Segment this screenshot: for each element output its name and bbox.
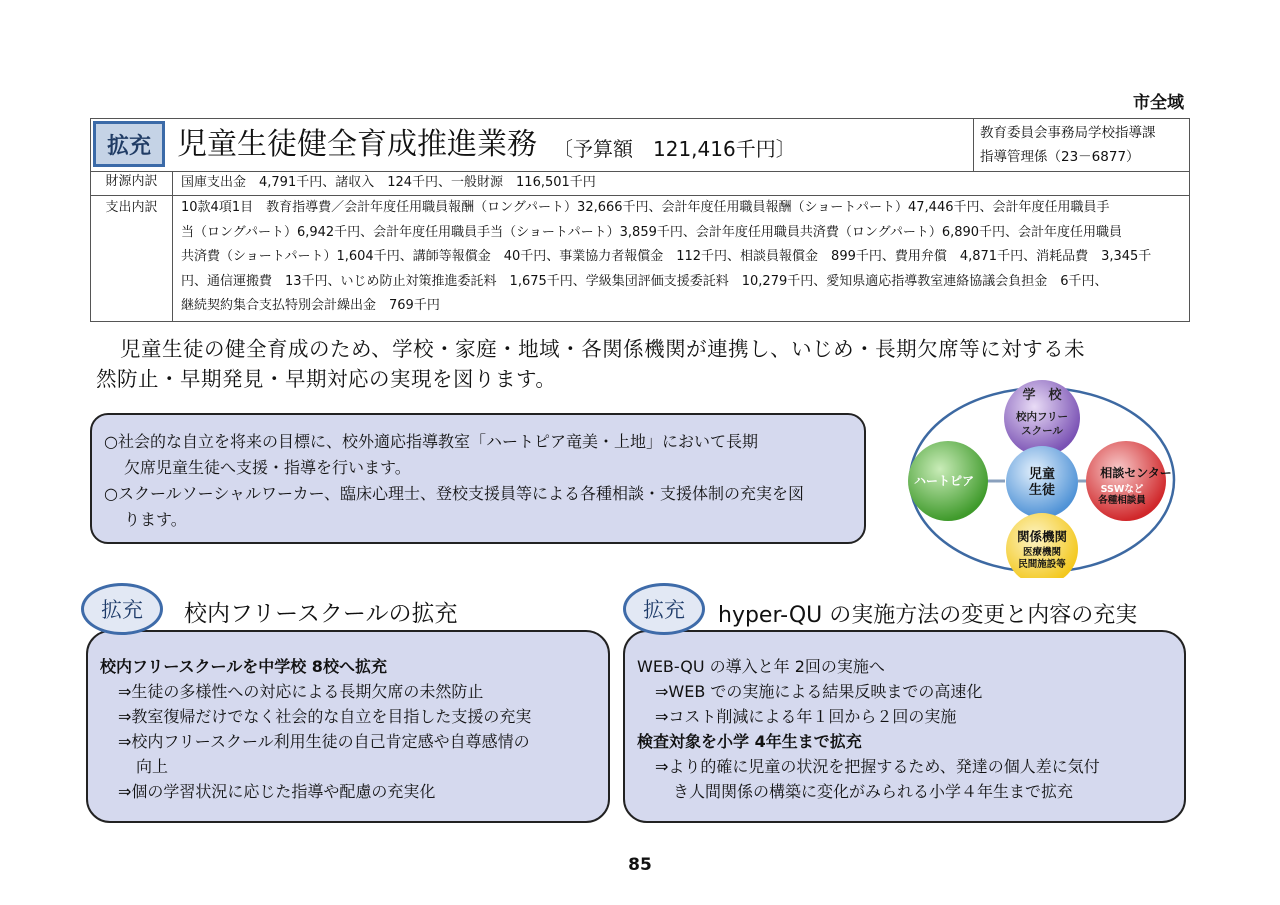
agencies-sub: 民間施設等 <box>1018 559 1066 570</box>
hyper-qu-badge: 拡充 <box>623 583 705 635</box>
info-item-cont: ります。 <box>124 510 187 529</box>
department-contact: 指導管理係（23－6877） <box>980 149 1140 165</box>
student-label: 児童 <box>1028 467 1056 482</box>
hyper-qu-panel <box>623 630 1186 823</box>
panel-heading: 校内フリースクールを中学校 8校へ拡充 <box>100 657 387 676</box>
expense-line: 共済費（ショートパート）1,604千円、講師等報償金 40千円、事業協力者報償金 112千円、相談員報償金 899千円、費用弁償 4,871千円、消耗品費 3,345千 <box>181 249 1152 264</box>
panel-heading: WEB-QU の導入と年 2回の実施へ <box>637 657 885 676</box>
panel-item-cont: き人間関係の構築に変化がみられる小学４年生まで拡充 <box>673 782 1074 801</box>
department-name: 教育委員会事務局学校指導課 <box>980 125 1156 141</box>
expense-line: 円、通信運搬費 13千円、いじめ防止対策推進委託料 1,675千円、学級集団評価支援委託料 10,279千円、愛知県適応指導教室連絡協議会負担金 6千円、 <box>181 273 1108 289</box>
school-sub: スクール <box>1021 425 1063 437</box>
support-network-diagram <box>900 378 1190 578</box>
student-node <box>1006 446 1078 518</box>
department-cell <box>973 119 1191 171</box>
student-label: 生徒 <box>1028 483 1056 498</box>
title-row <box>91 119 1189 172</box>
agencies-sub: 医療機関 <box>1022 547 1062 558</box>
intro-line: 然防止・早期発見・早期対応の実現を図ります。 <box>96 367 557 391</box>
consultation-sub: SSWなど <box>1100 484 1144 495</box>
panel-item: ⇒より的確に児童の状況を把握するため、発達の個人差に気付 <box>655 757 1100 776</box>
header-table <box>90 118 1190 322</box>
consultation-sub: 各種相談員 <box>1098 495 1146 506</box>
budget-amount: 〔予算額 121,416千円〕 <box>553 137 796 161</box>
info-item-cont: 欠席児童生徒へ支援・指導を行います。 <box>124 458 411 477</box>
funding-text: 国庫支出金 4,791千円、諸収入 124千円、一般財源 116,501千円 <box>181 175 596 190</box>
expansion-badge: 拡充 <box>93 121 165 167</box>
panel-item: ⇒コスト削減による年１回から２回の実施 <box>655 707 957 726</box>
intro-line: 児童生徒の健全育成のため、学校・家庭・地域・各関係機関が連携し、いじめ・長期欠席等に対する未 <box>120 337 1086 361</box>
school-title: 学 校 <box>1022 388 1062 403</box>
project-title: 児童生徒健全育成推進業務 <box>177 127 537 162</box>
free-school-badge: 拡充 <box>81 583 163 635</box>
panel-heading: 検査対象を小学 4年生まで拡充 <box>637 732 862 751</box>
funding-label: 財源内訳 <box>91 171 173 195</box>
expense-line: 継続契約集合支払特別会計繰出金 769千円 <box>181 298 440 313</box>
agencies-title: 関係機関 <box>1016 529 1068 544</box>
free-school-panel <box>86 630 610 823</box>
panel-item: ⇒生徒の多様性への対応による長期欠席の未然防止 <box>118 682 484 701</box>
expense-label: 支出内訳 <box>91 195 173 321</box>
info-item: ○社会的な自立を将来の目標に、校外適応指導教室「ハートピア竜美・上地」において長期 <box>104 432 758 451</box>
heartpia-label: ハートピア <box>913 474 975 488</box>
area-label: 市全域 <box>1133 93 1184 113</box>
free-school-title: 校内フリースクールの拡充 <box>184 601 458 627</box>
consultation-title: 相談センター <box>1100 466 1172 480</box>
panel-item: ⇒校内フリースクール利用生徒の自己肯定感や自尊感情の <box>118 732 530 751</box>
expense-text <box>181 196 1181 319</box>
hyper-qu-title: hyper-QU の実施方法の変更と内容の充実 <box>718 603 1138 628</box>
info-item: ○スクールソーシャルワーカー、臨床心理士、登校支援員等による各種相談・支援体制の充実を図 <box>104 484 805 503</box>
school-sub: 校内フリー <box>1015 411 1069 423</box>
panel-item-cont: 向上 <box>136 757 169 776</box>
panel-item: ⇒個の学習状況に応じた指導や配慮の充実化 <box>118 782 436 801</box>
consultation-node <box>1086 441 1166 521</box>
funding-row <box>91 171 1189 196</box>
expense-line: 当（ロングパート）6,942千円、会計年度任用職員手当（ショートパート）3,859千円、会計年度任用職員共済費（ロングパート）6,890千円、会計年度任用職員 <box>181 224 1123 240</box>
panel-item: ⇒WEB での実施による結果反映までの高速化 <box>655 682 983 701</box>
info-box <box>90 413 866 544</box>
expense-row <box>91 195 1189 321</box>
page-number: 85 <box>628 855 652 875</box>
expense-line: 10款4項1目 教育指導費／会計年度任用職員報酬（ロングパート）32,666千円、会計年度任用職員報酬（ショートパート）47,446千円、会計年度任用職員手 <box>181 200 1110 215</box>
panel-item: ⇒教室復帰だけでなく社会的な自立を目指した支援の充実 <box>118 707 532 726</box>
